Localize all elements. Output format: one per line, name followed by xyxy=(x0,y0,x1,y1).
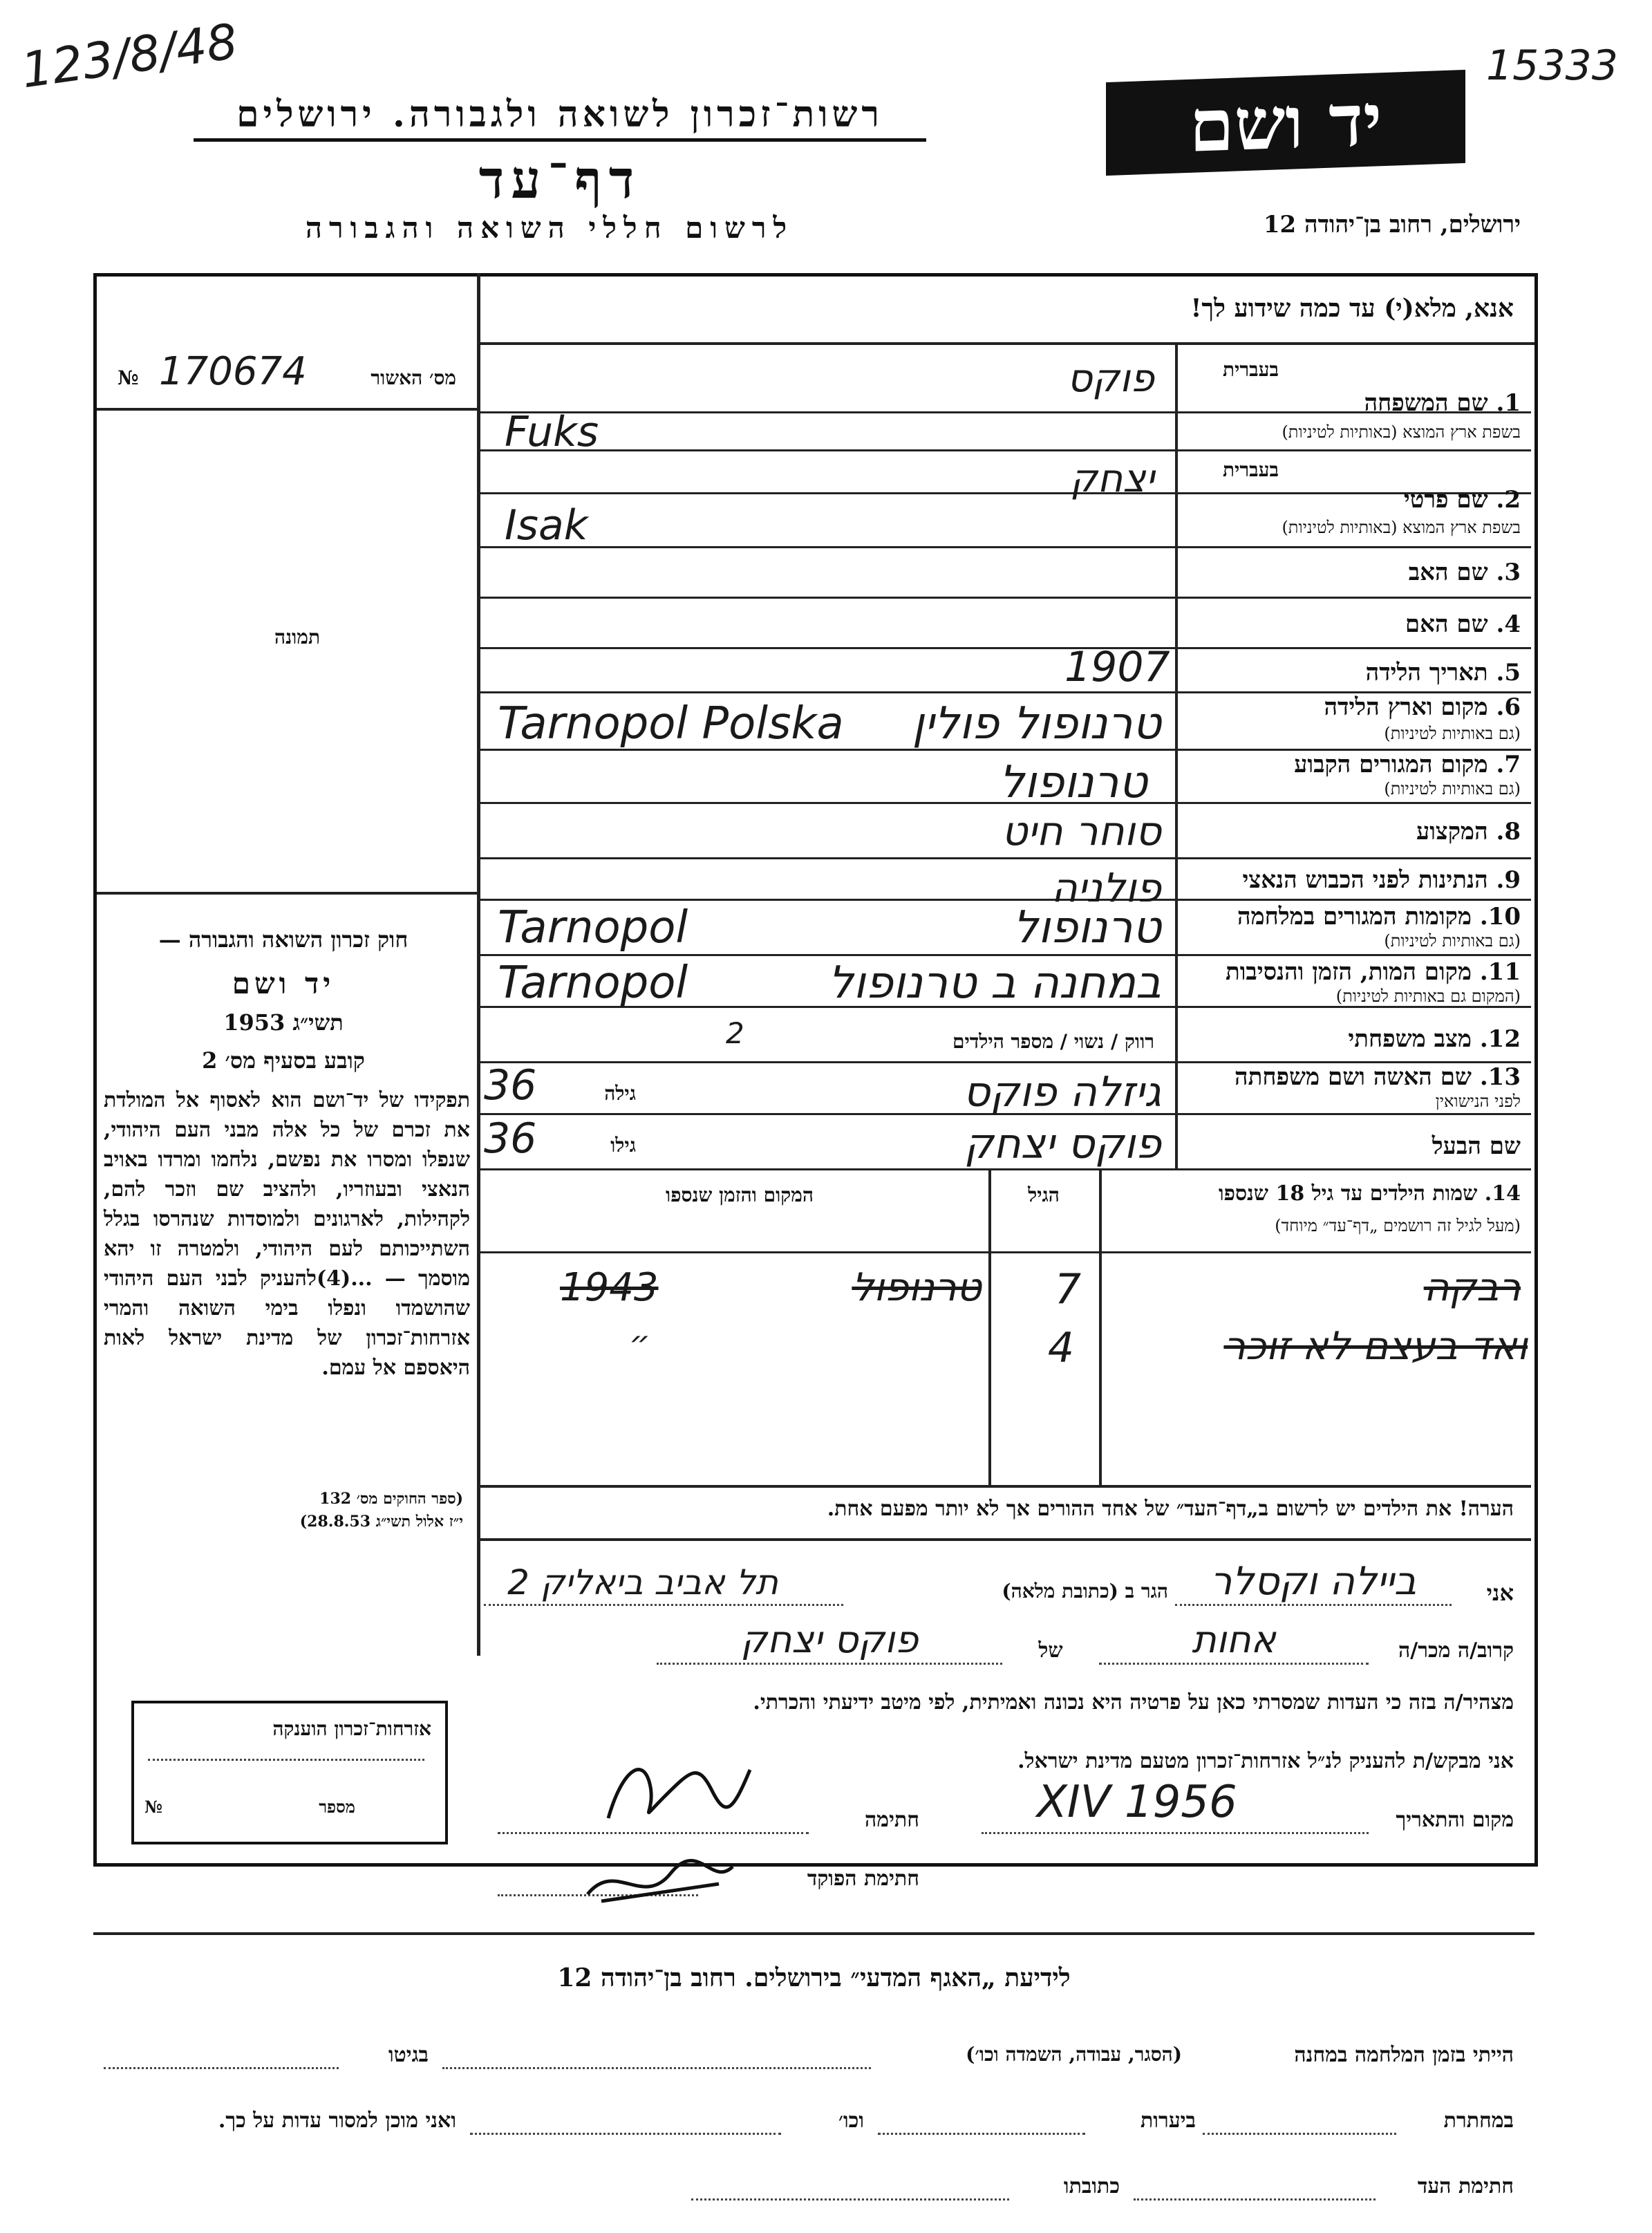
officer-signature xyxy=(581,1846,740,1915)
children-label: 14. שמות הילדים עד גיל 18 שנספו xyxy=(1218,1181,1521,1206)
f4-label: 4. שם האם xyxy=(1405,610,1521,638)
approval-number: 170674 xyxy=(159,349,307,394)
footer-line3-a: חתימת העד xyxy=(1417,2174,1514,2198)
f6-value-heb: טרנופול פולין xyxy=(912,698,1161,749)
law-ref-1: (ספר החוקים מס׳ 132 xyxy=(319,1490,463,1508)
f13-sub: לפני הנישואין xyxy=(1435,1092,1521,1111)
law-year: 1953 xyxy=(223,1009,285,1036)
f11-value-heb: במחנה ב טרנופול xyxy=(828,957,1161,1009)
child-name: ואד בעצם לא זוכר xyxy=(1223,1324,1528,1369)
child-age: 7 xyxy=(1054,1265,1082,1314)
place-date-value: XIV 1956 xyxy=(1037,1777,1237,1828)
child-name: רבקה xyxy=(1423,1265,1521,1310)
handwritten-ref-right: 15333 xyxy=(1486,41,1618,90)
f9-value: פולניה xyxy=(1051,864,1161,911)
declarant-name: ביילה וקסלר xyxy=(1210,1559,1417,1604)
f10-label: 10. מקומות המגורים במלחמה xyxy=(1237,903,1521,931)
f2-heb-label: בעברית xyxy=(1222,458,1279,481)
citizenship-box xyxy=(131,1701,448,1844)
request-text: אני מבקש/ת להעניק לנ״ל אזרחות־זכרון מטעם מדינת ישראל. xyxy=(1017,1749,1514,1773)
f1-value-lat: Fuks xyxy=(505,408,599,456)
law-name: יד ושם xyxy=(232,966,335,1000)
signature-label: חתימה xyxy=(865,1808,919,1832)
org-name: רשות־זכרון לשואה ולגבורה. ירושלים xyxy=(194,93,926,142)
law-title: חוק זכרון השואה והגבורה — xyxy=(158,926,409,953)
f8-value: סוחר חיט xyxy=(1002,807,1161,854)
address: ירושלים, רחוב בן־יהודה 12 xyxy=(1263,211,1521,239)
footer-line1-a: הייתי בזמן המלחמה במחנה xyxy=(1294,2043,1514,2067)
f11-label: 11. מקום המות, הזמן והנסיבות xyxy=(1225,958,1521,986)
f5-value: 1907 xyxy=(1064,643,1170,691)
f13-age: 36 xyxy=(484,1061,537,1110)
f11-value-lat: Tarnopol xyxy=(498,957,688,1009)
citizenship-box-number-label: מספר xyxy=(319,1797,355,1817)
f7-value: טרנופול xyxy=(999,757,1147,808)
f7-sub: (גם באותיות לטיניות) xyxy=(1384,779,1521,798)
place-date-label: מקום והתאריך xyxy=(1396,1808,1514,1832)
officer-signature-label: חתימת הפוקד xyxy=(807,1867,919,1891)
form-title: דף־עד xyxy=(478,149,641,210)
citizenship-box-no-mark: № xyxy=(144,1797,163,1817)
f5-label: 5. תאריך הלידה xyxy=(1365,659,1521,686)
footer-line2-d: ואני מוכן למסור עדות על כך. xyxy=(218,2109,456,2133)
f10-value-heb: טרנופול xyxy=(1013,902,1161,953)
f12-value: 2 xyxy=(726,1016,744,1050)
f1-label: 1. שם המשפחה xyxy=(1364,389,1521,417)
citizenship-box-title: אזרחות־זכרון הוענקה xyxy=(272,1717,431,1740)
f11-sub: (המקום גם באותיות לטיניות) xyxy=(1335,987,1521,1006)
f6-label: 6. מקום וארץ הלידה xyxy=(1324,693,1521,721)
children-col-age: הגיל xyxy=(1028,1184,1060,1206)
declarant-ani: אני xyxy=(1486,1580,1514,1606)
law-ref-2: י״ז אלול תשי״ג 28.8.53) xyxy=(299,1513,463,1531)
footer-line2-c: וכו׳ xyxy=(838,2109,864,2133)
photo-label: תמונה xyxy=(274,626,321,648)
intro-text: אנא, מלא(י) עד כמה שידוע לך! xyxy=(1190,294,1514,323)
husband-age-label: גילו xyxy=(610,1134,636,1157)
f10-sub: (גם באותיות לטיניות) xyxy=(1384,931,1521,951)
f2-label: 2. שם פרטי xyxy=(1403,486,1521,514)
declare-text: מצהיר/ה בזה כי העדות שמסרתי כאן על פרטיה היא נכונה ואמיתית, לפי מיטב ידיעתי והכרתי. xyxy=(753,1690,1514,1715)
children-col-place: המקום והזמן שנספו xyxy=(666,1184,814,1206)
child-year: ״ xyxy=(629,1324,650,1363)
relative-label: קרוב/ה מכר/ה xyxy=(1398,1638,1514,1663)
form-subtitle: לרשום חללי השואה והגבורה xyxy=(305,211,794,245)
resides-at-label: הגר ב (כתובת מלאה) xyxy=(1002,1580,1168,1603)
f2-value-lat: Isak xyxy=(505,501,588,550)
f2-sub: בשפת ארץ המוצא (באותיות לטיניות) xyxy=(1282,518,1521,537)
f7-label: 7. מקום המגורים הקבוע xyxy=(1294,751,1521,778)
footer-line1-c: בגיטו xyxy=(388,2043,429,2067)
f12-options: רווק / נשוי / מספר הילדים xyxy=(952,1030,1154,1053)
footer-title: לידיעת „האגף המדעי״ בירושלים. רחוב בן־יהודה 12 xyxy=(557,1963,1071,1992)
table-row xyxy=(484,1265,1528,1327)
relation-value: אחות xyxy=(1192,1618,1276,1661)
f13-age-label: גילה xyxy=(604,1082,636,1105)
footer-line2-b: ביערות xyxy=(1140,2109,1196,2133)
f6-sub: (גם באותיות לטיניות) xyxy=(1384,724,1521,743)
child-place: טרנופול xyxy=(852,1265,982,1310)
husband-value: פוקס יצחק xyxy=(964,1120,1161,1168)
f10-value-lat: Tarnopol xyxy=(498,902,688,953)
f6-value-lat: Tarnopol Polska xyxy=(498,698,844,749)
law-year-heb: תשי״ג xyxy=(292,1009,344,1036)
approval-no-mark: № xyxy=(118,366,139,389)
f1-sub: בשפת ארץ המוצא (באותיות לטיניות) xyxy=(1282,422,1521,442)
approval-label: מס׳ האשור xyxy=(370,366,456,389)
note-text: הערה! את הילדים יש לרשום ב„דף־העד״ של אחד ההורים אך לא יותר מפעם אחת. xyxy=(827,1497,1514,1521)
husband-age-value: 36 xyxy=(484,1114,537,1163)
footer-line2-a: במחתרת xyxy=(1443,2109,1514,2133)
f1-value-heb: פוקס xyxy=(1067,356,1154,401)
f13-value: גיזלה פוקס xyxy=(963,1068,1161,1116)
table-row xyxy=(484,1324,1528,1386)
address-value: תל אביב ביאליק 2 xyxy=(507,1562,778,1603)
f8-label: 8. המקצוע xyxy=(1416,818,1521,845)
law-text: תפקידו של יד־ושם הוא לאסוף אל המולדת את זכרם של כל אלה מבני העם היהודי, שנפלו ומסרו את נפשם, נלחמו ומרדו באויב הנאצי ובעוזריו, ולהציב שם וזכר להם, לקהילות, לארגונים ולמוסדות שנהרסו בגלל השתייכותם לעם היהודי, ולמטרה זו יהא מוסמך — ...(4)להעניק לבני העם היהודי שהושמדו ונפלו בימי השואה והמרי אזרחות־זכרון של מדינת ישראל לאות היאספם אל עמם. xyxy=(104,1088,470,1380)
f1-heb-label: בעברית xyxy=(1222,358,1279,381)
child-year: 1943 xyxy=(560,1265,659,1310)
footer-line1-b: (הסגר, עבודה, השמדה וכו׳) xyxy=(966,2043,1182,2066)
f2-value-heb: יצחק xyxy=(1069,456,1154,501)
f3-label: 3. שם האב xyxy=(1408,559,1521,586)
declarant-signature xyxy=(594,1742,760,1832)
children-sub: (מעל לגיל זה רושמים „דף־עד״ מיוחד) xyxy=(1275,1216,1521,1235)
f13-label: 13. שם האשה ושם משפחתה xyxy=(1235,1063,1521,1091)
f12-label: 12. מצב משפחתי xyxy=(1348,1025,1521,1053)
yad-vashem-logo: יד ושם xyxy=(1106,70,1465,176)
left-panel-divider xyxy=(477,273,480,1656)
law-section: קובע בסעיף מס׳ 2 xyxy=(202,1047,365,1074)
of-label: של xyxy=(1038,1638,1063,1663)
f9-label: 9. הנתינות לפני הכבוש הנאצי xyxy=(1242,866,1521,894)
child-age: 4 xyxy=(1047,1324,1075,1372)
of-value: פוקס יצחק xyxy=(740,1618,919,1661)
footer-line3-b: כתובתו xyxy=(1063,2174,1120,2198)
handwritten-ref-left: 123/8/48 xyxy=(17,12,241,100)
husband-label: שם הבעל xyxy=(1432,1132,1521,1160)
